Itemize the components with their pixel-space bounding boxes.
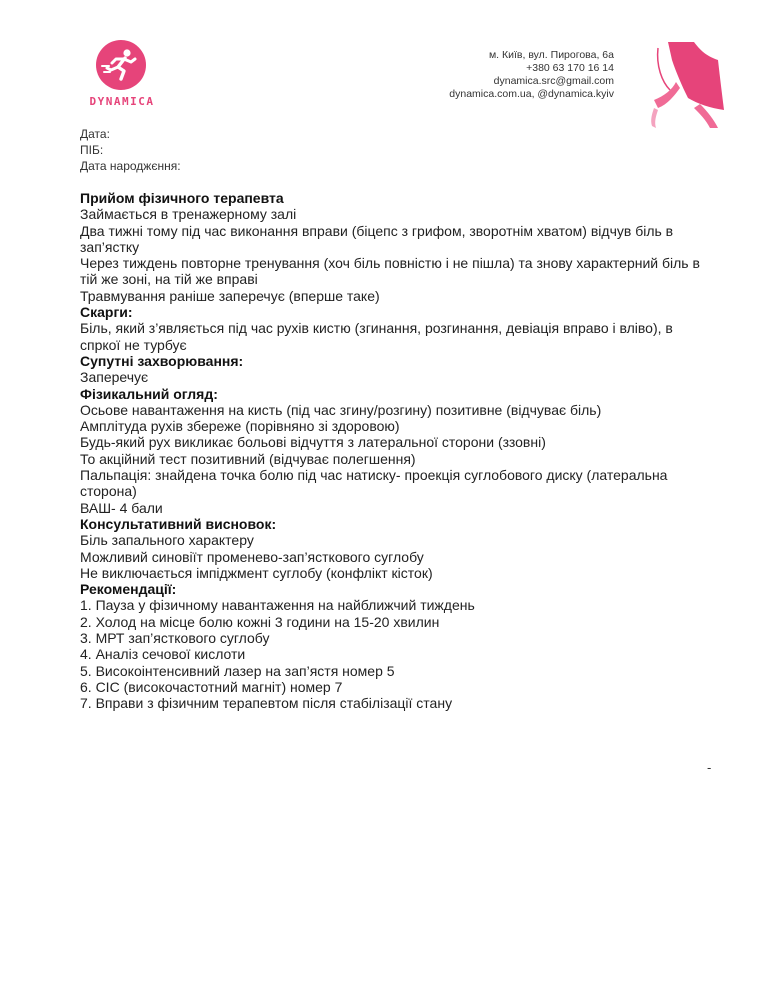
birth-date-label: Дата народжєння: [80, 159, 181, 173]
email: dynamica.src@gmail.com [493, 75, 614, 87]
report-line: 1. Пауза у фізичному навантаження на найближчий тиждень [80, 597, 475, 614]
report-line: Через тиждень повторне тренування (хоч біль повністю і не пішла) та знову характерний біль в тій же зоні, на тій же вправі [80, 255, 700, 288]
logo [86, 40, 166, 110]
report-line: Пальпація: знайдена точка болю під час натиску- проекція суглобового диску (латеральна сторона) [80, 467, 668, 500]
section-heading: Рекомендації: [80, 581, 177, 598]
report-line: Два тижні тому під час виконання вправи (біцепс з грифом, зворотнім хватом) відчув біль в зап’ястку [80, 222, 674, 255]
address: м. Київ, вул. Пирогова, 6а [488, 49, 614, 61]
section-heading: Прийом фізичного терапевта [80, 190, 284, 206]
report-body [80, 190, 710, 712]
section-heading: Скарги: [80, 304, 133, 321]
report-line: Не виключається імпіджмент суглобу (конфлікт кісток) [80, 564, 433, 581]
section-heading: Супутні захворювання: [80, 352, 244, 369]
date-label: Дата: [80, 127, 110, 141]
report-line: То акційний тест позитивний (відчуває полегшення) [80, 450, 416, 467]
logo-text: DYNAMICA [89, 95, 155, 108]
patient-meta [80, 126, 181, 174]
report-line: 5. Високоінтенсивний лазер на зап’ястя номер 5 [80, 662, 395, 679]
report-line: 6. СІС (високочастотний магніт) номер 7 [80, 678, 343, 695]
footer-mark: - [707, 760, 712, 775]
report-line: Біль, який з’являється під час рухів кистю (згинання, розгинання, девіація вправо і вліво), в спркої не турбує [80, 320, 673, 353]
phone: +380 63 170 16 14 [526, 62, 614, 74]
report-line: 2. Холод на місце болю кожні 3 години на 15-20 хвилин [80, 613, 440, 630]
runner-logo-icon [96, 40, 146, 90]
report-line: Заперечує [80, 369, 149, 386]
report-line: Амплітуда рухів збереже (порівняно зі здоровою) [80, 418, 400, 435]
report-line: 3. МРТ зап’ясткового суглобу [80, 630, 270, 647]
report-line: Можливий синовіїт променево-зап’ясткового суглобу [80, 548, 424, 565]
name-label: ПІБ: [80, 143, 104, 157]
website: dynamica.com.ua, @dynamica.kyiv [449, 88, 614, 100]
report-line: Займається в тренажерному залі [80, 206, 297, 223]
contacts-block [449, 49, 614, 101]
report-line: ВАШ- 4 бали [80, 499, 163, 516]
report-line: Осьове навантаження на кисть (під час згину/розгину) позитивне (відчуває біль) [80, 401, 602, 418]
decorative-shape-icon [628, 38, 728, 128]
report-line: Біль запального характеру [80, 532, 254, 549]
report-line: 4. Аналіз сечової кислоти [80, 646, 246, 663]
report-line: Будь-який рух викликає больові відчуття з латеральної сторони (ззовні) [80, 434, 546, 451]
section-heading: Консультативний висновок: [80, 515, 277, 532]
report-line: 7. Вправи з фізичним терапевтом після стабілізації стану [80, 695, 453, 712]
section-heading: Фізикальний огляд: [80, 385, 218, 402]
report-line: Травмування раніше заперечує (вперше таке) [80, 287, 380, 304]
